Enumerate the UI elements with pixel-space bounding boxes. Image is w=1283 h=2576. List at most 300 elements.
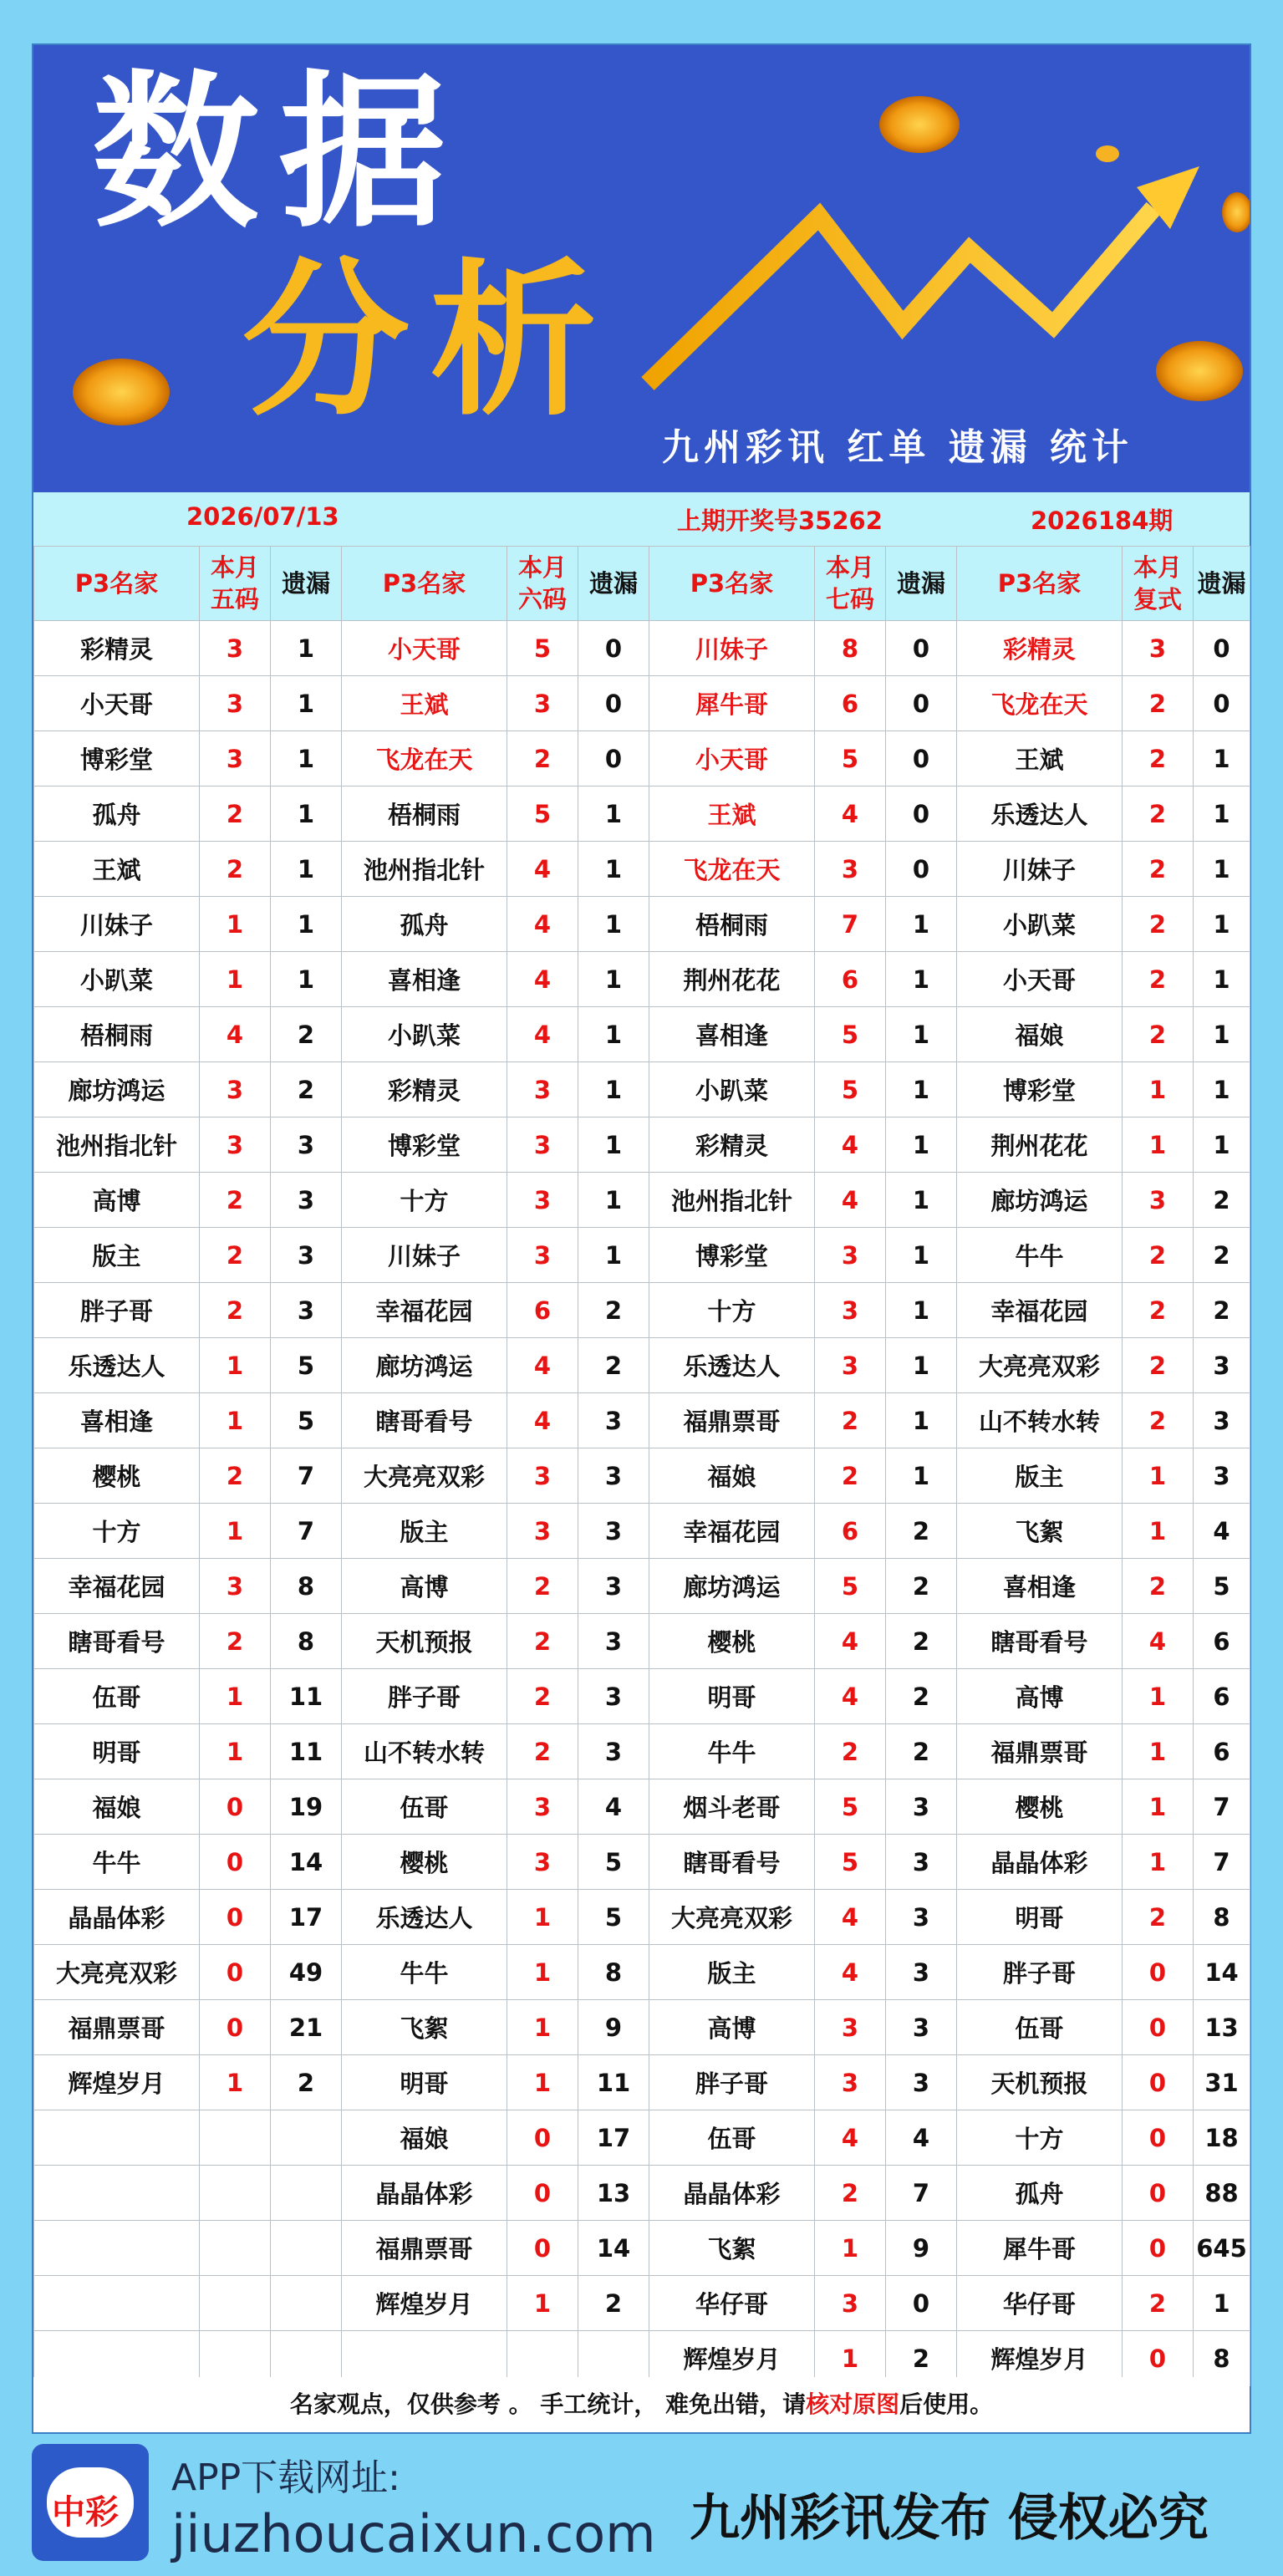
miss-count: 13 xyxy=(1194,2000,1250,2055)
monthly-count: 1 xyxy=(507,2000,578,2055)
expert-name: 辉煌岁月 xyxy=(957,2331,1123,2386)
miss-count: 2 xyxy=(1194,1283,1250,1338)
monthly-count: 0 xyxy=(507,2221,578,2276)
expert-name: 明哥 xyxy=(34,1724,200,1779)
miss-count: 1 xyxy=(578,1117,649,1173)
monthly-count: 2 xyxy=(200,787,271,842)
miss-count: 2 xyxy=(886,1724,957,1779)
expert-name: 瞎哥看号 xyxy=(649,1835,815,1890)
monthly-count: 2 xyxy=(200,1173,271,1228)
expert-name: 王斌 xyxy=(957,731,1123,787)
monthly-count: 2 xyxy=(815,1448,886,1504)
miss-count: 31 xyxy=(1194,2055,1250,2110)
monthly-count: 1 xyxy=(1123,1448,1194,1504)
miss-count: 3 xyxy=(578,1448,649,1504)
miss-count: 18 xyxy=(1194,2110,1250,2166)
monthly-count: 1 xyxy=(1123,1504,1194,1559)
monthly-count: 3 xyxy=(815,1338,886,1393)
expert-name: 瞎哥看号 xyxy=(34,1614,200,1669)
miss-count: 1 xyxy=(578,952,649,1007)
miss-count: 7 xyxy=(271,1504,342,1559)
monthly-count: 3 xyxy=(815,2055,886,2110)
miss-count: 11 xyxy=(578,2055,649,2110)
miss-count: 7 xyxy=(271,1448,342,1504)
miss-count: 0 xyxy=(578,621,649,676)
expert-name: 福娘 xyxy=(957,1007,1123,1062)
expert-name: 明哥 xyxy=(957,1890,1123,1945)
header-count: 本月 七码 xyxy=(815,547,886,621)
miss-count: 3 xyxy=(578,1614,649,1669)
monthly-count xyxy=(200,2166,271,2221)
monthly-count: 3 xyxy=(200,676,271,731)
miss-count: 2 xyxy=(886,1669,957,1724)
expert-name: 王斌 xyxy=(34,842,200,897)
miss-count: 1 xyxy=(1194,1117,1250,1173)
expert-name xyxy=(34,2221,200,2276)
monthly-count: 8 xyxy=(815,621,886,676)
header-name: P3名家 xyxy=(957,547,1123,621)
miss-count: 645 xyxy=(1194,2221,1250,2276)
expert-name: 飞龙在天 xyxy=(957,676,1123,731)
disclaimer-highlight: 核对原图 xyxy=(806,2390,900,2418)
expert-name: 飞絮 xyxy=(957,1504,1123,1559)
monthly-count: 1 xyxy=(507,1890,578,1945)
expert-name: 十方 xyxy=(957,2110,1123,2166)
monthly-count: 2 xyxy=(815,1393,886,1448)
expert-name: 幸福花园 xyxy=(342,1283,507,1338)
expert-name: 胖子哥 xyxy=(957,1945,1123,2000)
monthly-count: 3 xyxy=(1123,1173,1194,1228)
miss-count: 1 xyxy=(886,1393,957,1448)
miss-count: 3 xyxy=(271,1173,342,1228)
monthly-count: 2 xyxy=(1123,1228,1194,1283)
expert-name: 牛牛 xyxy=(34,1835,200,1890)
monthly-count: 4 xyxy=(815,787,886,842)
expert-name: 小趴菜 xyxy=(649,1062,815,1117)
monthly-count: 1 xyxy=(200,1669,271,1724)
monthly-count: 0 xyxy=(1123,2055,1194,2110)
table-row xyxy=(34,1338,1250,1393)
expert-name: 福鼎票哥 xyxy=(649,1393,815,1448)
monthly-count: 5 xyxy=(815,731,886,787)
miss-count: 14 xyxy=(271,1835,342,1890)
monthly-count: 6 xyxy=(815,952,886,1007)
expert-name: 辉煌岁月 xyxy=(649,2331,815,2386)
monthly-count: 2 xyxy=(1123,1559,1194,1614)
monthly-count: 2 xyxy=(1123,2276,1194,2331)
monthly-count: 1 xyxy=(200,2055,271,2110)
expert-name xyxy=(34,2110,200,2166)
banner-subtitle: 九州彩讯 红单 遗漏 统计 xyxy=(662,426,1133,469)
miss-count: 1 xyxy=(578,1228,649,1283)
expert-name: 烟斗老哥 xyxy=(649,1779,815,1835)
monthly-count: 5 xyxy=(507,621,578,676)
expert-name: 廊坊鸿运 xyxy=(957,1173,1123,1228)
miss-count: 2 xyxy=(271,1007,342,1062)
expert-name: 明哥 xyxy=(342,2055,507,2110)
miss-count: 6 xyxy=(1194,1669,1250,1724)
expert-name: 王斌 xyxy=(649,787,815,842)
table-row xyxy=(34,1062,1250,1117)
monthly-count: 1 xyxy=(815,2331,886,2386)
miss-count: 1 xyxy=(886,952,957,1007)
monthly-count: 0 xyxy=(1123,2221,1194,2276)
monthly-count: 1 xyxy=(1123,1835,1194,1890)
expert-name: 版主 xyxy=(342,1504,507,1559)
miss-count xyxy=(271,2110,342,2166)
expert-name: 池州指北针 xyxy=(342,842,507,897)
monthly-count: 5 xyxy=(815,1779,886,1835)
monthly-count: 3 xyxy=(815,842,886,897)
miss-count: 3 xyxy=(1194,1338,1250,1393)
monthly-count: 0 xyxy=(200,1890,271,1945)
expert-name: 喜相逢 xyxy=(34,1393,200,1448)
table-row xyxy=(34,1283,1250,1338)
monthly-count: 2 xyxy=(507,1669,578,1724)
table-header-row xyxy=(34,547,1250,621)
expert-name: 辉煌岁月 xyxy=(34,2055,200,2110)
monthly-count: 0 xyxy=(200,2000,271,2055)
header-name: P3名家 xyxy=(34,547,200,621)
monthly-count: 4 xyxy=(815,1669,886,1724)
app-download-label: APP下载网址: xyxy=(171,2456,400,2499)
miss-count: 1 xyxy=(271,676,342,731)
monthly-count: 0 xyxy=(200,1835,271,1890)
miss-count: 19 xyxy=(271,1779,342,1835)
monthly-count: 3 xyxy=(200,1062,271,1117)
miss-count: 3 xyxy=(578,1724,649,1779)
expert-name: 幸福花园 xyxy=(649,1504,815,1559)
expert-name: 乐透达人 xyxy=(34,1338,200,1393)
miss-count: 0 xyxy=(886,2276,957,2331)
expert-name: 小天哥 xyxy=(342,621,507,676)
miss-count: 0 xyxy=(886,676,957,731)
coin-icon xyxy=(879,96,960,153)
table-row xyxy=(34,2055,1250,2110)
expert-name: 十方 xyxy=(649,1283,815,1338)
miss-count: 3 xyxy=(886,1945,957,2000)
expert-name: 樱桃 xyxy=(957,1779,1123,1835)
expert-name: 王斌 xyxy=(342,676,507,731)
expert-name: 伍哥 xyxy=(342,1779,507,1835)
expert-name: 伍哥 xyxy=(649,2110,815,2166)
expert-name: 孤舟 xyxy=(342,897,507,952)
miss-count xyxy=(271,2276,342,2331)
miss-count: 1 xyxy=(578,787,649,842)
disclaimer-text: 名家观点，仅供参考 。 手工统计， 难免出错，请 xyxy=(289,2390,807,2418)
miss-count: 2 xyxy=(1194,1173,1250,1228)
monthly-count: 4 xyxy=(815,1890,886,1945)
last-draw-number: 上期开奖号35262 xyxy=(677,507,883,535)
expert-name: 小趴菜 xyxy=(342,1007,507,1062)
monthly-count: 1 xyxy=(1123,1669,1194,1724)
table-row xyxy=(34,952,1250,1007)
header-miss: 遗漏 xyxy=(578,547,649,621)
miss-count: 1 xyxy=(1194,2276,1250,2331)
monthly-count xyxy=(200,2110,271,2166)
miss-count: 1 xyxy=(1194,787,1250,842)
miss-count: 5 xyxy=(578,1890,649,1945)
monthly-count: 3 xyxy=(815,1283,886,1338)
monthly-count: 3 xyxy=(507,1779,578,1835)
monthly-count: 1 xyxy=(1123,1779,1194,1835)
monthly-count: 3 xyxy=(507,1228,578,1283)
expert-name: 廊坊鸿运 xyxy=(649,1559,815,1614)
expert-name: 幸福花园 xyxy=(957,1283,1123,1338)
miss-count: 1 xyxy=(886,1173,957,1228)
miss-count: 2 xyxy=(1194,1228,1250,1283)
info-bar xyxy=(33,492,1250,546)
monthly-count: 4 xyxy=(200,1007,271,1062)
monthly-count: 6 xyxy=(815,676,886,731)
table-row xyxy=(34,1117,1250,1173)
expert-name: 乐透达人 xyxy=(649,1338,815,1393)
miss-count: 1 xyxy=(1194,842,1250,897)
expert-name: 飞絮 xyxy=(342,2000,507,2055)
monthly-count: 2 xyxy=(507,731,578,787)
miss-count: 21 xyxy=(271,2000,342,2055)
monthly-count: 3 xyxy=(507,1062,578,1117)
expert-name: 大亮亮双彩 xyxy=(342,1448,507,1504)
monthly-count: 5 xyxy=(815,1559,886,1614)
miss-count: 0 xyxy=(578,676,649,731)
expert-name: 喜相逢 xyxy=(957,1559,1123,1614)
table-row xyxy=(34,897,1250,952)
table-row xyxy=(34,2110,1250,2166)
miss-count: 4 xyxy=(578,1779,649,1835)
expert-name: 伍哥 xyxy=(34,1669,200,1724)
miss-count: 5 xyxy=(271,1393,342,1448)
monthly-count: 2 xyxy=(1123,1283,1194,1338)
monthly-count: 2 xyxy=(1123,1007,1194,1062)
monthly-count: 2 xyxy=(815,1724,886,1779)
monthly-count: 3 xyxy=(815,2276,886,2331)
monthly-count: 3 xyxy=(507,1117,578,1173)
header-count: 本月 五码 xyxy=(200,547,271,621)
monthly-count: 1 xyxy=(1123,1062,1194,1117)
miss-count: 5 xyxy=(578,1835,649,1890)
expert-name: 福娘 xyxy=(34,1779,200,1835)
miss-count: 6 xyxy=(1194,1724,1250,1779)
disclaimer-end: 后使用。 xyxy=(899,2390,994,2418)
monthly-count: 1 xyxy=(1123,1117,1194,1173)
monthly-count xyxy=(200,2221,271,2276)
miss-count: 2 xyxy=(578,2276,649,2331)
monthly-count: 1 xyxy=(200,952,271,1007)
monthly-count: 2 xyxy=(1123,787,1194,842)
miss-count: 1 xyxy=(1194,1007,1250,1062)
banner-title-2: 分析 xyxy=(242,244,618,439)
header-name: P3名家 xyxy=(649,547,815,621)
stats-table xyxy=(33,546,1250,2386)
monthly-count: 1 xyxy=(200,897,271,952)
expert-name: 华仔哥 xyxy=(957,2276,1123,2331)
coin-icon xyxy=(1156,341,1243,401)
expert-name: 牛牛 xyxy=(342,1945,507,2000)
miss-count: 3 xyxy=(1194,1393,1250,1448)
expert-name: 川妹子 xyxy=(957,842,1123,897)
table-row xyxy=(34,1228,1250,1283)
monthly-count: 0 xyxy=(1123,2166,1194,2221)
miss-count: 17 xyxy=(271,1890,342,1945)
miss-count: 2 xyxy=(271,2055,342,2110)
monthly-count: 2 xyxy=(1123,1890,1194,1945)
miss-count: 3 xyxy=(886,2000,957,2055)
expert-name: 乐透达人 xyxy=(957,787,1123,842)
monthly-count: 4 xyxy=(507,952,578,1007)
table-row xyxy=(34,1173,1250,1228)
monthly-count: 1 xyxy=(200,1338,271,1393)
expert-name: 犀牛哥 xyxy=(957,2221,1123,2276)
miss-count: 5 xyxy=(271,1338,342,1393)
expert-name: 伍哥 xyxy=(957,2000,1123,2055)
expert-name: 博彩堂 xyxy=(649,1228,815,1283)
monthly-count: 2 xyxy=(1123,952,1194,1007)
miss-count: 14 xyxy=(1194,1945,1250,2000)
monthly-count: 4 xyxy=(507,1393,578,1448)
expert-name: 小天哥 xyxy=(34,676,200,731)
miss-count: 1 xyxy=(271,621,342,676)
miss-count: 1 xyxy=(886,897,957,952)
header-count: 本月 复式 xyxy=(1123,547,1194,621)
expert-name: 孤舟 xyxy=(34,787,200,842)
monthly-count: 6 xyxy=(507,1283,578,1338)
miss-count: 0 xyxy=(578,731,649,787)
expert-name: 晶晶体彩 xyxy=(649,2166,815,2221)
expert-name: 瞎哥看号 xyxy=(957,1614,1123,1669)
expert-name: 廊坊鸿运 xyxy=(342,1338,507,1393)
miss-count: 2 xyxy=(578,1338,649,1393)
table-row xyxy=(34,1835,1250,1890)
coin-icon xyxy=(73,359,170,425)
miss-count: 1 xyxy=(886,1007,957,1062)
app-download-url[interactable]: jiuzhoucaixun.com xyxy=(171,2503,656,2564)
miss-count: 1 xyxy=(578,897,649,952)
miss-count: 3 xyxy=(271,1228,342,1283)
expert-name: 十方 xyxy=(342,1173,507,1228)
monthly-count: 3 xyxy=(200,731,271,787)
miss-count: 1 xyxy=(886,1283,957,1338)
miss-count: 3 xyxy=(886,1890,957,1945)
table-row xyxy=(34,787,1250,842)
monthly-count: 4 xyxy=(815,2110,886,2166)
expert-name: 小天哥 xyxy=(649,731,815,787)
monthly-count: 2 xyxy=(200,1283,271,1338)
expert-name: 博彩堂 xyxy=(34,731,200,787)
table-row xyxy=(34,1669,1250,1724)
app-logo xyxy=(32,2444,149,2561)
miss-count: 3 xyxy=(578,1559,649,1614)
expert-name: 山不转水转 xyxy=(957,1393,1123,1448)
header-miss: 遗漏 xyxy=(1194,547,1250,621)
miss-count: 2 xyxy=(886,1614,957,1669)
table-row xyxy=(34,2000,1250,2055)
monthly-count: 0 xyxy=(1123,2331,1194,2386)
monthly-count: 4 xyxy=(815,1173,886,1228)
miss-count: 1 xyxy=(886,1062,957,1117)
monthly-count: 1 xyxy=(200,1504,271,1559)
table-row xyxy=(34,1724,1250,1779)
monthly-count: 0 xyxy=(1123,2000,1194,2055)
miss-count: 0 xyxy=(886,731,957,787)
expert-name: 梧桐雨 xyxy=(34,1007,200,1062)
miss-count: 0 xyxy=(1194,676,1250,731)
expert-name: 天机预报 xyxy=(957,2055,1123,2110)
miss-count: 1 xyxy=(271,731,342,787)
expert-name: 大亮亮双彩 xyxy=(957,1338,1123,1393)
monthly-count: 2 xyxy=(1123,1393,1194,1448)
miss-count: 1 xyxy=(271,787,342,842)
miss-count: 11 xyxy=(271,1669,342,1724)
miss-count: 1 xyxy=(578,1007,649,1062)
expert-name: 天机预报 xyxy=(342,1614,507,1669)
expert-name: 高博 xyxy=(342,1559,507,1614)
monthly-count: 1 xyxy=(507,1945,578,2000)
expert-name: 版主 xyxy=(649,1945,815,2000)
miss-count: 1 xyxy=(1194,1062,1250,1117)
miss-count: 2 xyxy=(578,1283,649,1338)
monthly-count: 0 xyxy=(1123,1945,1194,2000)
miss-count: 2 xyxy=(271,1062,342,1117)
miss-count: 2 xyxy=(886,2331,957,2386)
miss-count: 3 xyxy=(271,1283,342,1338)
logo-text: 中彩 xyxy=(52,2493,119,2532)
monthly-count: 4 xyxy=(507,897,578,952)
expert-name: 晶晶体彩 xyxy=(342,2166,507,2221)
miss-count: 2 xyxy=(886,1504,957,1559)
table-row xyxy=(34,1393,1250,1448)
expert-name: 大亮亮双彩 xyxy=(34,1945,200,2000)
miss-count: 1 xyxy=(578,1173,649,1228)
expert-name: 飞絮 xyxy=(649,2221,815,2276)
miss-count: 3 xyxy=(1194,1448,1250,1504)
expert-name: 彩精灵 xyxy=(957,621,1123,676)
expert-name: 小趴菜 xyxy=(957,897,1123,952)
header-miss: 遗漏 xyxy=(886,547,957,621)
expert-name: 胖子哥 xyxy=(34,1283,200,1338)
expert-name: 飞龙在天 xyxy=(342,731,507,787)
table-row xyxy=(34,1504,1250,1559)
expert-name: 版主 xyxy=(34,1228,200,1283)
expert-name: 胖子哥 xyxy=(342,1669,507,1724)
miss-count: 13 xyxy=(578,2166,649,2221)
miss-count: 8 xyxy=(271,1559,342,1614)
miss-count: 7 xyxy=(1194,1835,1250,1890)
expert-name: 牛牛 xyxy=(649,1724,815,1779)
miss-count: 17 xyxy=(578,2110,649,2166)
monthly-count: 2 xyxy=(200,1614,271,1669)
expert-name: 乐透达人 xyxy=(342,1890,507,1945)
expert-name: 彩精灵 xyxy=(649,1117,815,1173)
expert-name: 瞎哥看号 xyxy=(342,1393,507,1448)
expert-name: 梧桐雨 xyxy=(649,897,815,952)
expert-name: 华仔哥 xyxy=(649,2276,815,2331)
monthly-count: 4 xyxy=(507,842,578,897)
monthly-count: 3 xyxy=(507,1448,578,1504)
miss-count: 3 xyxy=(886,1779,957,1835)
expert-name: 博彩堂 xyxy=(957,1062,1123,1117)
monthly-count: 2 xyxy=(1123,897,1194,952)
expert-name: 喜相逢 xyxy=(342,952,507,1007)
monthly-count: 0 xyxy=(507,2110,578,2166)
miss-count xyxy=(271,2221,342,2276)
monthly-count: 2 xyxy=(507,1614,578,1669)
monthly-count: 6 xyxy=(815,1504,886,1559)
monthly-count: 1 xyxy=(200,1724,271,1779)
monthly-count: 4 xyxy=(1123,1614,1194,1669)
miss-count: 1 xyxy=(886,1117,957,1173)
expert-name: 博彩堂 xyxy=(342,1117,507,1173)
